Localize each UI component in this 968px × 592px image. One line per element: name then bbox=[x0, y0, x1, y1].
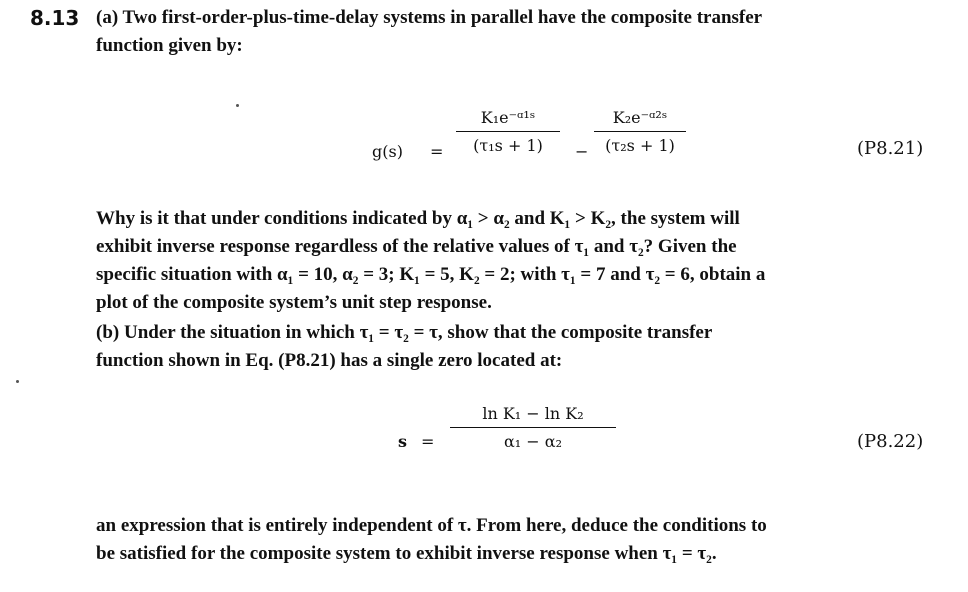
eq1-term2-fraction bbox=[592, 108, 688, 155]
part-a-intro-line-1: (a) Two first-order-plus-time-delay systems in parallel have the composite transfer bbox=[96, 7, 763, 28]
eq2-numerator: ln K₁ − ln K₂ bbox=[482, 404, 584, 423]
closing-line-1: an expression that is entirely independent of τ. From here, deduce the conditions to bbox=[96, 515, 767, 536]
eq1-tag: (P8.21) bbox=[857, 138, 924, 159]
eq1-term1-denominator: (τ₁s + 1) bbox=[473, 136, 543, 155]
eq2-equals: = bbox=[421, 432, 435, 451]
eq2-tag: (P8.22) bbox=[857, 431, 924, 452]
closing-line-2: be satisfied for the composite system to exhibit inverse response when τ₁ = τ₂. bbox=[96, 543, 717, 564]
part-a-question bbox=[96, 205, 946, 317]
closing-text bbox=[96, 512, 946, 568]
eq1-term2-denominator: (τ₂s + 1) bbox=[605, 136, 675, 155]
part-a-intro bbox=[96, 4, 946, 60]
eq1-term1-fraction bbox=[454, 108, 562, 155]
eq1-equals: = bbox=[430, 142, 444, 161]
eq2-denominator: α₁ − α₂ bbox=[503, 432, 562, 451]
eq1-term2-numerator: K₂e⁻ᵅ²ˢ bbox=[612, 108, 668, 127]
part-a-intro-line-2: function given by: bbox=[96, 35, 243, 56]
eq2-fraction bbox=[448, 404, 618, 451]
eq1-minus: − bbox=[575, 142, 589, 161]
problem-number: 8.13 bbox=[30, 6, 80, 30]
scan-speck bbox=[16, 380, 19, 383]
part-b-line-1: (b) Under the situation in which τ₁ = τ₂ = τ, show that the composite transfer bbox=[96, 322, 713, 343]
part-a-question-line-1: Why is it that under conditions indicated by α₁ > α₂ and K₁ > K₂, the system will bbox=[96, 208, 740, 229]
part-a-question-line-3: specific situation with α₁ = 10, α₂ = 3; K₁ = 5, K₂ = 2; with τ₁ = 7 and τ₂ = 6, obtain a bbox=[96, 264, 766, 285]
eq1-lhs: g(s) bbox=[372, 142, 403, 161]
scan-speck bbox=[236, 104, 239, 107]
eq2-lhs: s bbox=[398, 432, 408, 451]
part-b bbox=[96, 319, 946, 375]
eq1-term1-numerator: K₁e⁻ᵅ¹ˢ bbox=[480, 108, 536, 127]
part-a-question-line-2: exhibit inverse response regardless of the relative values of τ₁ and τ₂? Given the bbox=[96, 236, 737, 257]
part-a-question-line-4: plot of the composite system’s unit step response. bbox=[96, 292, 492, 313]
part-b-line-2: function shown in Eq. (P8.21) has a single zero located at: bbox=[96, 350, 563, 371]
